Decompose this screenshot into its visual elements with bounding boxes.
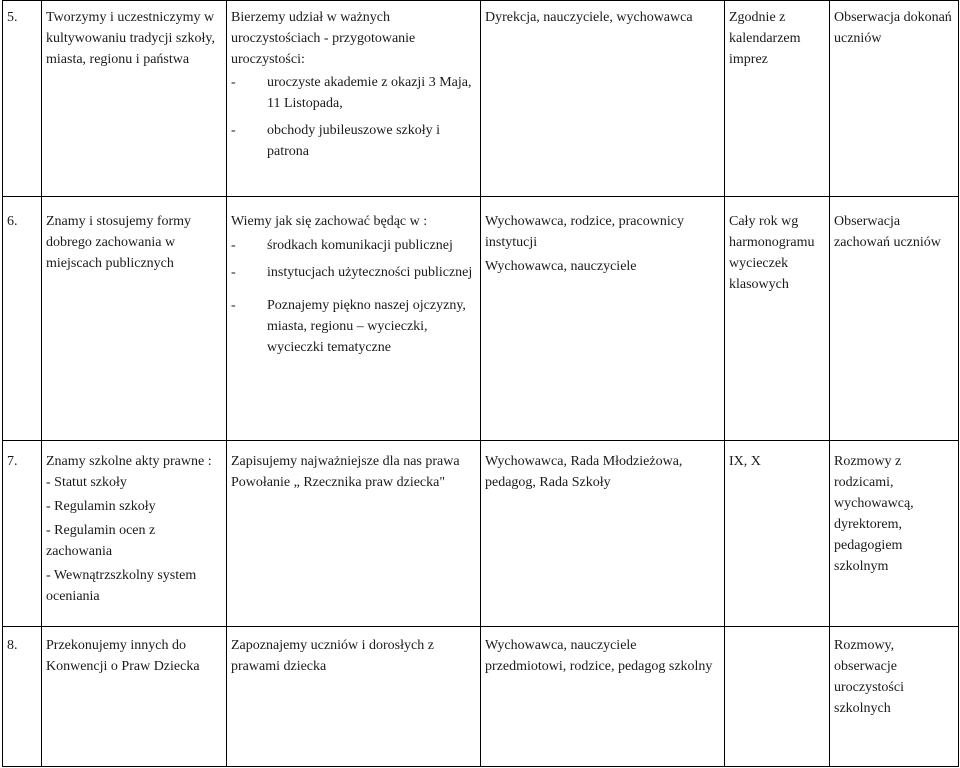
activity-intro: Wiemy jak się zachować będąc w : — [231, 214, 428, 229]
activity-intro: Bierzemy udział w ważnych uroczystościach - przygotowanie uroczystości: — [231, 10, 416, 67]
list-item-text: obchody jubileuszowe szkoły i patrona — [267, 123, 441, 159]
table-row — [3, 197, 959, 441]
list-item — [231, 295, 476, 358]
term-cell: Cały rok wg harmonogramu wycieczek klasowych — [725, 197, 830, 441]
responsible-text: Wychowawca, rodzice, pracownicy instytucji — [485, 214, 684, 250]
list-item-text: środkach komunikacji publicznej — [267, 238, 453, 253]
list-item — [231, 120, 476, 162]
activity-cell: Zapisujemy najważniejsze dla nas prawa Powołanie „ Rzecznika praw dziecka" — [227, 441, 481, 627]
dash-bullet: - — [231, 265, 236, 280]
dash-bullet: - — [231, 75, 236, 90]
table-row — [3, 441, 959, 627]
term-cell: Zgodnie z kalendarzem imprez — [725, 1, 830, 197]
term-cell — [725, 627, 830, 767]
dash-bullet: - — [231, 298, 236, 313]
evaluation-cell: Obserwacja zachowań uczniów — [830, 197, 959, 441]
activity-cell — [227, 1, 481, 197]
topic-line: - Statut szkoły — [46, 475, 127, 490]
topic-cell: Znamy i stosujemy formy dobrego zachowania w miejscach publicznych — [42, 197, 227, 441]
list-item — [231, 235, 476, 256]
topic-line: - Wewnątrzszkolny system oceniania — [46, 568, 197, 604]
responsible-cell — [481, 197, 725, 441]
responsible-cell: Wychowawca, Rada Młodzieżowa, pedagog, Rada Szkoły — [481, 441, 725, 627]
table-row — [3, 1, 959, 197]
evaluation-cell: Obserwacja dokonań uczniów — [830, 1, 959, 197]
table-row — [3, 627, 959, 767]
dash-bullet: - — [231, 123, 236, 138]
row-number: 5. — [3, 1, 42, 197]
topic-cell: Przekonujemy innych do Konwencji o Praw Dziecka — [42, 627, 227, 767]
row-number: 8. — [3, 627, 42, 767]
list-item-text: uroczyste akademie z okazji 3 Maja, 11 Listopada, — [267, 75, 472, 111]
list-item-text: instytucjach użyteczności publicznej — [267, 265, 473, 280]
term-cell: IX, X — [725, 441, 830, 627]
list-item — [231, 262, 476, 283]
activity-cell — [227, 197, 481, 441]
dash-bullet: - — [231, 238, 236, 253]
activity-cell: Zapoznajemy uczniów i dorosłych z prawami dziecka — [227, 627, 481, 767]
evaluation-cell: Rozmowy z rodzicami, wychowawcą, dyrektorem, pedagogiem szkolnym — [830, 441, 959, 627]
evaluation-cell: Rozmowy, obserwacje uroczystości szkolnych — [830, 627, 959, 767]
responsible-cell: Wychowawca, nauczyciele przedmiotowi, rodzice, pedagog szkolny — [481, 627, 725, 767]
topic-line: - Regulamin ocen z zachowania — [46, 523, 156, 559]
topic-cell — [42, 441, 227, 627]
topic-line: Znamy szkolne akty prawne : — [46, 454, 212, 469]
list-item-text: Poznajemy piękno naszej ojczyzny, miasta, regionu – wycieczki, wycieczki tematyczne — [267, 298, 466, 355]
row-number: 6. — [3, 197, 42, 441]
program-table — [2, 0, 959, 767]
topic-cell: Tworzymy i uczestniczymy w kultywowaniu tradycji szkoły, miasta, regionu i państwa — [42, 1, 227, 197]
row-number: 7. — [3, 441, 42, 627]
responsible-text: Wychowawca, nauczyciele — [485, 259, 637, 274]
list-item — [231, 72, 476, 114]
topic-line: - Regulamin szkoły — [46, 499, 156, 514]
responsible-cell: Dyrekcja, nauczyciele, wychowawca — [481, 1, 725, 197]
